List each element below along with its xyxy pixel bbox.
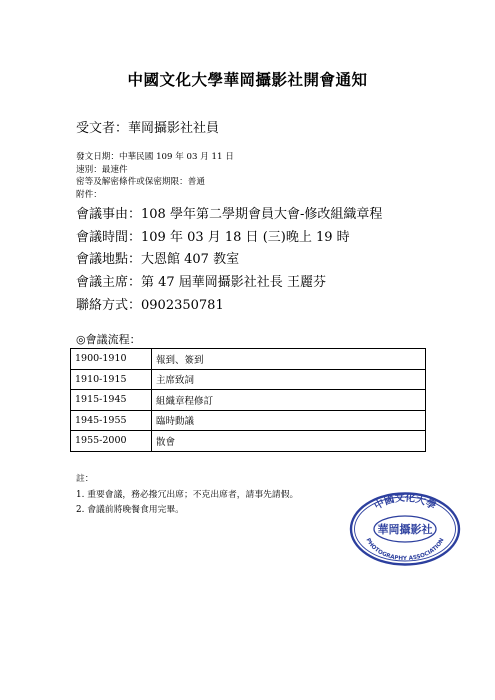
security-level: 密等及解密條件或保密期限：普通: [76, 177, 205, 187]
notes-heading: 註：: [76, 474, 94, 484]
attachment: 附件：: [76, 189, 102, 200]
agenda-heading: ◎會議流程：: [76, 333, 141, 346]
agenda-item: 主席致詞: [152, 369, 426, 390]
agenda-time: 1915-1945: [71, 390, 152, 411]
meeting-subject: 會議事由：108 學年第二學期會員大會-修改組織章程: [76, 207, 383, 222]
table-row: [71, 390, 426, 411]
notes-block: [76, 472, 298, 519]
issue-date: 發文日期：中華民國 109 年 03 月 11 日: [76, 152, 234, 162]
agenda-time: 1955-2000: [71, 431, 152, 452]
table-row: [71, 369, 426, 390]
contact-info: 聯絡方式：0902350781: [76, 297, 224, 313]
agenda-item: 組織章程修訂: [152, 390, 426, 411]
meeting-time: 會議時間：109 年 03 月 18 日 (三)晚上 19 時: [76, 229, 350, 245]
agenda-item: 散會: [152, 431, 426, 452]
seal-top-text: 中國文化大學: [372, 492, 438, 513]
meeting-info: [76, 204, 382, 318]
agenda-time: 1900-1910: [71, 349, 152, 370]
agenda-time: 1945-1955: [71, 410, 152, 431]
seal-bottom-text: PHOTOGRAPHY ASSOCIATION: [364, 537, 446, 563]
club-seal-stamp: [349, 492, 461, 566]
table-row: [71, 431, 426, 452]
notice-title: 中國文化大學華岡攝影社開會通知: [127, 70, 368, 89]
agenda-table: [70, 348, 426, 452]
meeting-location: 會議地點：大恩館 407 教室: [76, 252, 240, 268]
agenda-item: 臨時動議: [152, 410, 426, 431]
seal-center-text: 華岡攝影社: [377, 523, 433, 536]
note-item: 2. 會議前將晚餐食用完畢。: [76, 505, 184, 515]
meta-block: [76, 151, 234, 201]
recipient-line: 受文者：華岡攝影社社員: [76, 121, 220, 136]
meeting-chair: 會議主席：第 47 屆華岡攝影社社長 王麗芬: [76, 275, 326, 291]
agenda-time: 1910-1915: [71, 369, 152, 390]
note-item: 1. 重要會議，務必撥冗出席；不克出席者，請事先請假。: [76, 489, 299, 500]
table-row: [71, 349, 426, 370]
urgency: 速別：最速件: [76, 164, 128, 175]
table-row: [71, 410, 426, 431]
agenda-item: 報到、簽到: [152, 349, 426, 370]
